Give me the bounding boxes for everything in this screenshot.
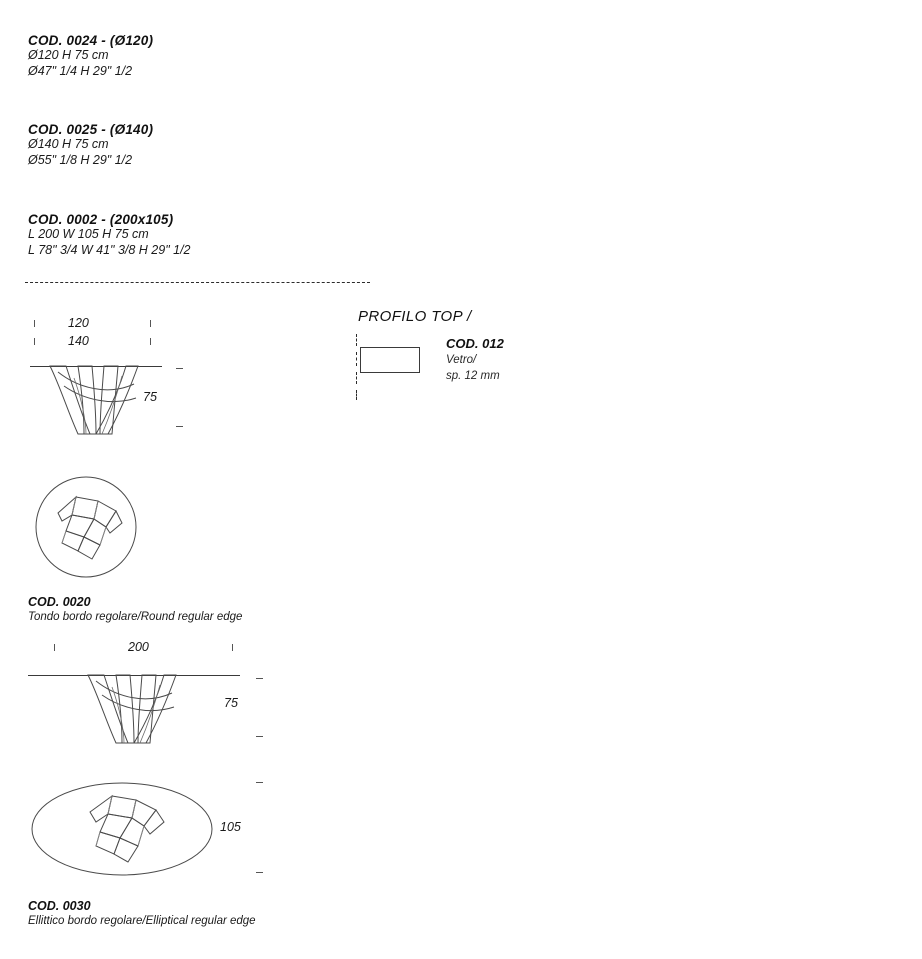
profile-section-rectangle: [360, 347, 420, 373]
dim-tick-bottom-75: [256, 736, 263, 737]
dim-tick-right-200: [232, 644, 233, 651]
profile-dash-mark: [356, 352, 357, 366]
spec-metric: L 200 W 105 H 75 cm: [28, 227, 149, 241]
round-top-caption: [28, 595, 242, 623]
profile-description: [446, 353, 500, 384]
profile-dash-mark: [356, 390, 357, 400]
spec-block-0024: [28, 33, 153, 79]
spec-metric: Ø140 H 75 cm: [28, 137, 109, 151]
dim-tick-right-120: [150, 320, 151, 327]
table-base-outline: [38, 366, 178, 446]
dim-tick-bottom-75: [176, 426, 183, 427]
oval-top-plan-svg: [28, 778, 218, 880]
oval-top-caption: [28, 899, 256, 927]
spec-imperial: Ø55" 1/8 H 29" 1/2: [28, 152, 133, 167]
spec-code: COD. 0002 - (200x105): [28, 212, 174, 227]
spec-block-0002: [28, 212, 191, 258]
dim-tick-left-140: [34, 338, 35, 345]
caption-description: Tondo bordo regolare/Round regular edge: [28, 611, 243, 623]
spec-imperial: L 78" 3/4 W 41" 3/8 H 29" 1/2: [28, 242, 191, 257]
profilo-top-heading: PROFILO TOP /: [358, 308, 472, 325]
dim-label-75: 75: [224, 696, 238, 710]
spec-metric: Ø120 H 75 cm: [28, 48, 109, 62]
oval-table-base-outline: [76, 675, 216, 755]
round-top-plan-svg: [32, 473, 142, 583]
caption-code: COD. 0030: [28, 899, 91, 913]
caption-description: Ellittico bordo regolare/Elliptical regular edge: [28, 915, 256, 927]
spec-imperial: Ø47" 1/4 H 29" 1/2: [28, 63, 133, 78]
dim-tick-left-120: [34, 320, 35, 327]
dim-tick-bottom-105: [256, 872, 263, 873]
round-top-plan-drawing: [32, 473, 142, 583]
spec-code: COD. 0024 - (Ø120): [28, 33, 154, 48]
dim-tick-top-75: [176, 368, 183, 369]
section-divider: [25, 282, 370, 283]
spec-block-0025: [28, 122, 153, 168]
dim-label-120: 120: [68, 316, 89, 330]
dim-tick-right-140: [150, 338, 151, 345]
dim-label-140: 140: [68, 334, 89, 348]
dim-tick-top-105: [256, 782, 263, 783]
profile-thickness: sp. 12 mm: [446, 369, 500, 382]
dim-label-105: 105: [220, 820, 241, 834]
caption-code: COD. 0020: [28, 595, 91, 609]
oval-table-elevation-drawing: [28, 640, 288, 760]
profile-dash-mark: [356, 334, 357, 346]
dim-tick-left-200: [54, 644, 55, 651]
oval-top-plan-drawing: [28, 778, 288, 888]
dim-label-200: 200: [128, 640, 149, 654]
round-table-elevation-drawing: [28, 316, 248, 446]
dim-tick-top-75: [256, 678, 263, 679]
profile-material: Vetro/: [446, 354, 477, 366]
spec-code: COD. 0025 - (Ø140): [28, 122, 154, 137]
profile-dash-mark: [356, 372, 357, 384]
dim-label-75: 75: [143, 390, 157, 404]
profile-code-label: COD. 012: [446, 336, 504, 351]
